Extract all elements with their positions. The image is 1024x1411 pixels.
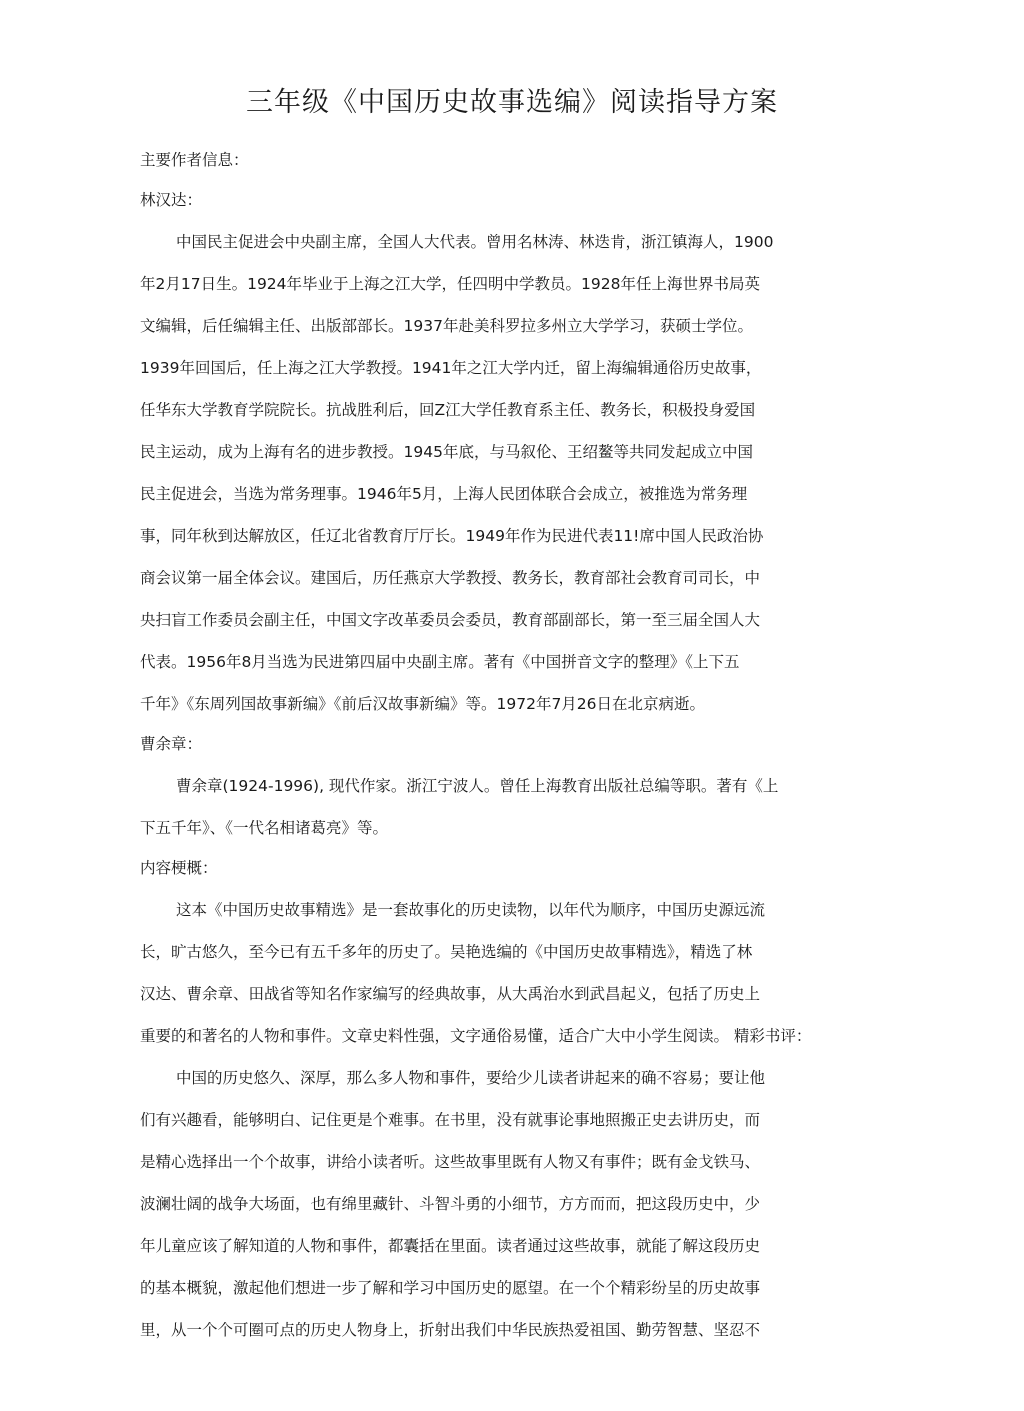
paragraph-line: 民主促进会，当选为常务理事。1946年5月，上海人民团体联合会成立，被推选为常务理	[140, 485, 748, 503]
paragraph-line: 年儿童应该了解知道的人物和事件，都囊括在里面。读者通过这些故事，就能了解这段历史	[140, 1237, 761, 1255]
paragraph-line: 里，从一个个可圈可点的历史人物身上，折射出我们中华民族热爱祖国、勤劳智慧、坚忍不	[140, 1321, 761, 1339]
paragraph-line: 的基本概貌，激起他们想进一步了解和学习中国历史的愿望。在一个个精彩纷呈的历史故事	[140, 1279, 761, 1297]
paragraph-line: 商会议第一届全体会议。建国后，历任燕京大学教授、教务长，教育部社会教育司司长，中	[140, 569, 761, 587]
paragraph-line: 波澜壮阔的战争大场面，也有绵里藏针、斗智斗勇的小细节，方方而而，把这段历史中，少	[140, 1195, 761, 1213]
paragraph-line: 曹余章(1924-1996), 现代作家。浙江宁波人。曾任上海教育出版社总编等职。著有《上	[176, 777, 779, 795]
heading-author-info: 主要作者信息：	[140, 151, 249, 169]
paragraph-line: 年2月17日生。1924年毕业于上海之江大学，任四明中学教员。1928年任上海世界书局英	[140, 275, 760, 293]
document-title: 三年级《中国历史故事选编》阅读指导方案	[246, 87, 778, 118]
paragraph-line: 中国民主促进会中央副主席，全国人大代表。曾用名林涛、林迭肯，浙江镇海人，1900	[176, 233, 774, 251]
paragraph-line: 民主运动，成为上海有名的进步教授。1945年底，与马叙伦、王绍鳌等共同发起成立中国	[140, 443, 753, 461]
paragraph-line: 代表。1956年8月当选为民进第四届中央副主席。著有《中国拼音文字的整理》《上下五	[140, 653, 740, 671]
paragraph-line: 事，同年秋到达解放区，任辽北省教育厅厅长。1949年作为民进代表11!席中国人民政治协	[140, 527, 764, 545]
paragraph-line: 央扫盲工作委员会副主任，中国文字改革委员会委员，教育部副部长，第一至三届全国人大	[140, 611, 761, 629]
paragraph-line: 们有兴趣看，能够明白、记住更是个难事。在书里，没有就事论事地照搬正史去讲历史，而	[140, 1111, 761, 1129]
paragraph-line: 任华东大学教育学院院长。抗战胜利后，回Z江大学任教育系主任、教务长，积极投身爱国	[140, 401, 756, 419]
heading-summary: 内容梗概：	[140, 859, 218, 877]
paragraph-line: 1939年回国后，任上海之江大学教授。1941年之江大学内迁，留上海编辑通俗历史故事，	[140, 359, 762, 377]
paragraph-line: 千年》《东周列国故事新编》《前后汉故事新编》等。1972年7月26日在北京病逝。	[140, 695, 706, 713]
author-name-lin: 林汉达：	[140, 191, 203, 209]
paragraph-line: 文编辑，后任编辑主任、出版部部长。1937年赴美科罗拉多州立大学学习，获硕士学位。	[140, 317, 753, 335]
paragraph-line: 重要的和著名的人物和事件。文章史料性强，文字通俗易懂，适合广大中小学生阅读。 精彩书评：	[140, 1027, 812, 1045]
paragraph-line: 汉达、曹余章、田战省等知名作家编写的经典故事，从大禹治水到武昌起义，包括了历史上	[140, 985, 761, 1003]
author-name-cao: 曹余章：	[140, 735, 203, 753]
paragraph-line: 中国的历史悠久、深厚，那么多人物和事件，要给少儿读者讲起来的确不容易；要让他	[176, 1069, 766, 1087]
paragraph-line: 是精心选择出一个个故事，讲给小读者听。这些故事里既有人物又有事件；既有金戈铁马、	[140, 1153, 761, 1171]
paragraph-line: 长，旷古悠久，至今已有五千多年的历史了。吴艳选编的《中国历史故事精选》，精选了林	[140, 943, 753, 961]
paragraph-line: 下五千年》、《一代名相诸葛亮》等。	[140, 819, 389, 837]
paragraph-line: 这本《中国历史故事精选》是一套故事化的历史读物，以年代为顺序，中国历史源远流	[176, 901, 766, 919]
